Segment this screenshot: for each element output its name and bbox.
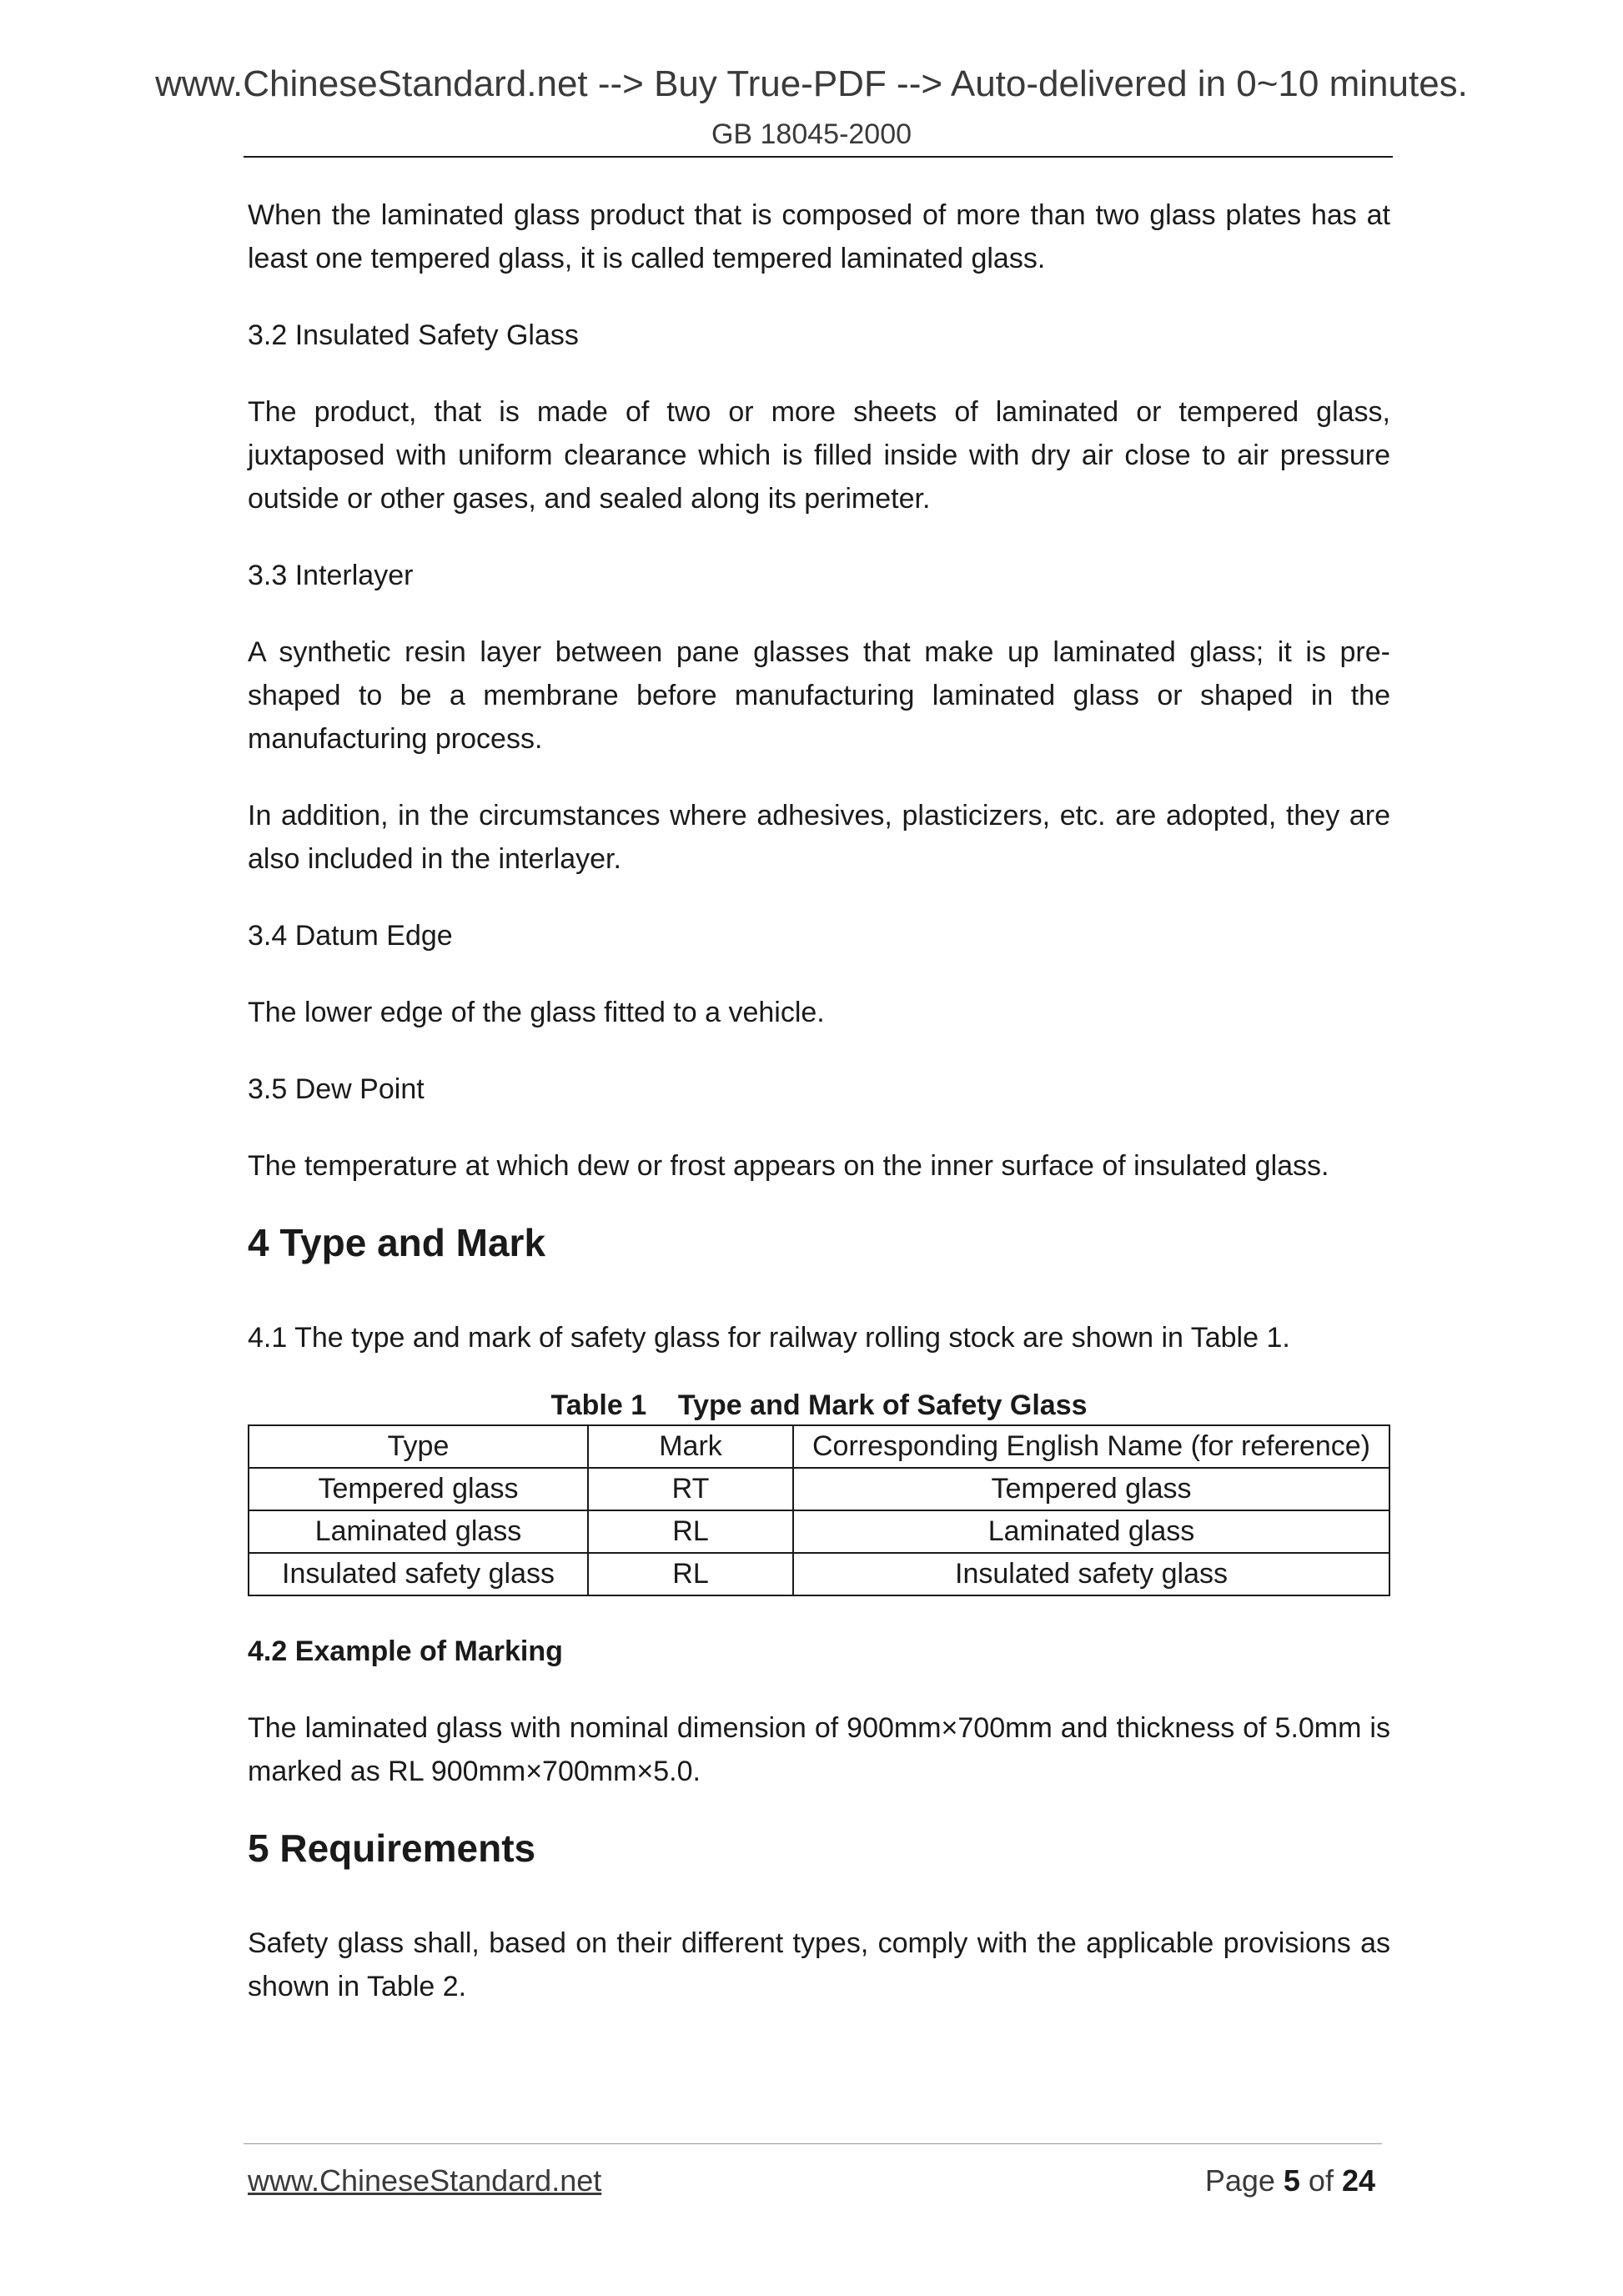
table-cell: RL xyxy=(588,1510,793,1553)
page-of: of xyxy=(1299,2163,1342,2198)
table-header-cell: Type xyxy=(249,1425,588,1468)
table-cell: RL xyxy=(588,1553,793,1595)
table-row xyxy=(249,1510,1389,1553)
document-body xyxy=(248,193,1390,2042)
table-header-row xyxy=(249,1425,1389,1468)
table-row xyxy=(249,1553,1389,1595)
section-3-4-title: 3.4 Datum Edge xyxy=(248,920,453,952)
table-cell: Tempered glass xyxy=(793,1468,1389,1510)
table-1 xyxy=(248,1424,1390,1596)
section-5-text: Safety glass shall, based on their different types, comply with the applicable provisions as shown in Table 2. xyxy=(248,1927,1390,2002)
header-divider xyxy=(244,156,1393,158)
section-3-4-text: The lower edge of the glass fitted to a vehicle. xyxy=(248,997,825,1028)
section-4-1-text: 4.1 The type and mark of safety glass for railway rolling stock are shown in Table 1. xyxy=(248,1322,1290,1354)
section-4-2-title: 4.2 Example of Marking xyxy=(248,1635,563,1667)
page-indicator xyxy=(1205,2163,1375,2198)
section-4-2-text: The laminated glass with nominal dimension of 900mm×700mm and thickness of 5.0mm is marked as RL 900mm×700mm×5.0. xyxy=(248,1712,1390,1787)
header-banner: www.ChineseStandard.net --> Buy True-PDF --> Auto-delivered in 0~10 minutes. xyxy=(155,63,1468,104)
page-current: 5 xyxy=(1283,2163,1300,2198)
section-4-heading: 4 Type and Mark xyxy=(248,1221,546,1264)
footer-divider xyxy=(244,2143,1382,2144)
section-3-5-text: The temperature at which dew or frost appears on the inner surface of insulated glass. xyxy=(248,1150,1329,1182)
table-cell: Insulated safety glass xyxy=(793,1553,1389,1595)
page-prefix: Page xyxy=(1204,2163,1284,2198)
section-3-5-title: 3.5 Dew Point xyxy=(248,1073,425,1105)
section-3-2-text: The product, that is made of two or more sheets of laminated or tempered glass, juxtaposed with uniform clearance which is filled inside with dry air close to air pressure outside or other gases, and sealed along its perimeter. xyxy=(248,396,1390,515)
intro-paragraph: When the laminated glass product that is composed of more than two glass plates has at least one tempered glass, it is called tempered laminated glass. xyxy=(248,199,1390,274)
section-3-3-text-1: A synthetic resin layer between pane glasses that make up laminated glass; it is pre-shaped to be a membrane before manufacturing laminated glass or shaped in the manufacturing process. xyxy=(248,636,1390,755)
table-row xyxy=(249,1468,1389,1510)
section-5-heading: 5 Requirements xyxy=(248,1826,536,1870)
section-3-3-title: 3.3 Interlayer xyxy=(248,560,414,591)
table-1-caption: Table 1 Type and Mark of Safety Glass xyxy=(550,1389,1088,1421)
footer-site-link[interactable]: www.ChineseStandard.net xyxy=(248,2163,602,2198)
standard-code: GB 18045-2000 xyxy=(711,118,912,150)
section-3-2-title: 3.2 Insulated Safety Glass xyxy=(248,319,579,351)
table-header-cell: Corresponding English Name (for reference) xyxy=(793,1425,1389,1468)
table-cell: RT xyxy=(588,1468,793,1510)
table-cell: Laminated glass xyxy=(249,1510,588,1553)
table-cell: Tempered glass xyxy=(249,1468,588,1510)
table-header-cell: Mark xyxy=(588,1425,793,1468)
table-cell: Laminated glass xyxy=(793,1510,1389,1553)
section-3-3-text-2: In addition, in the circumstances where adhesives, plasticizers, etc. are adopted, they are also included in the interlayer. xyxy=(248,800,1390,875)
table-cell: Insulated safety glass xyxy=(249,1553,588,1595)
page-total: 24 xyxy=(1341,2163,1375,2198)
